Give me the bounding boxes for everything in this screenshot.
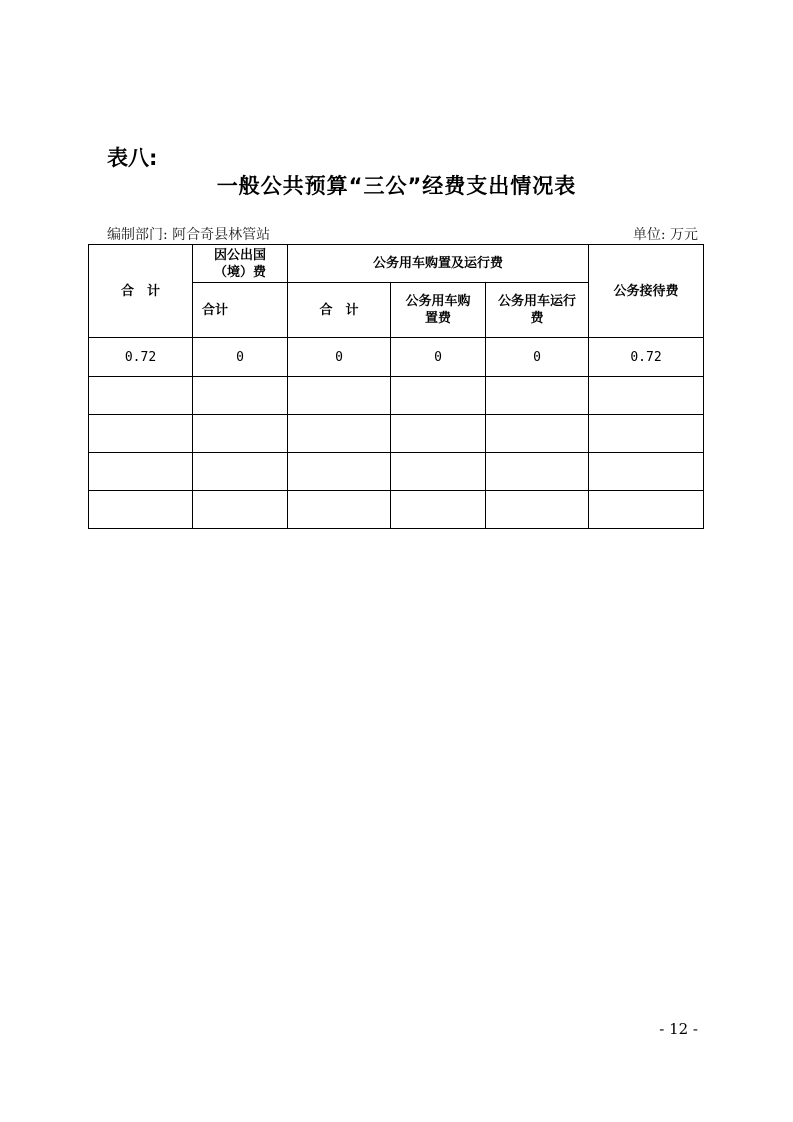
header-vehicle-operation: [486, 283, 589, 338]
cell-vehicle-operation: [486, 415, 589, 453]
header-reception: 公务接待费: [589, 245, 704, 338]
header-vehicle-total: 合 计: [288, 283, 391, 338]
cell-abroad: [193, 453, 288, 491]
header-abroad: [193, 245, 288, 283]
cell-vehicle-operation: [486, 377, 589, 415]
cell-vehicle-total: [288, 415, 391, 453]
header-abroad-text: 因公出国（境）费: [213, 247, 266, 280]
cell-reception: [589, 491, 704, 529]
cell-vehicle-purchase: [391, 491, 486, 529]
table-row: [89, 453, 704, 491]
unit-label: 单位: 万元: [632, 227, 698, 243]
cell-total: 0.72: [89, 338, 193, 377]
table-row: [89, 415, 704, 453]
cell-vehicle-operation: [486, 453, 589, 491]
header-vehicle-purchase-text: 公务用车购置费: [405, 294, 471, 326]
header-total: 合 计: [89, 245, 193, 338]
cell-abroad: 0: [193, 338, 288, 377]
cell-total: [89, 415, 193, 453]
table-label: 表八:: [107, 146, 158, 170]
cell-total: [89, 377, 193, 415]
cell-reception: [589, 415, 704, 453]
cell-vehicle-operation: 0: [486, 338, 589, 377]
page-number: - 12 -: [659, 1020, 698, 1038]
cell-vehicle-purchase: [391, 453, 486, 491]
header-vehicle-purchase: [391, 283, 486, 338]
cell-vehicle-total: [288, 453, 391, 491]
cell-vehicle-total: [288, 377, 391, 415]
table-row: [89, 491, 704, 529]
header-vehicle-operation-text: 公务用车运行费: [497, 294, 576, 326]
cell-vehicle-purchase: [391, 377, 486, 415]
cell-vehicle-operation: [486, 491, 589, 529]
cell-abroad: [193, 491, 288, 529]
cell-reception: [589, 377, 704, 415]
table-row: [89, 338, 704, 377]
cell-reception: 0.72: [589, 338, 704, 377]
cell-total: [89, 453, 193, 491]
cell-reception: [589, 453, 704, 491]
compiling-department: 编制部门: 阿合奇县林管站: [107, 227, 271, 243]
cell-vehicle-purchase: [391, 415, 486, 453]
cell-vehicle-purchase: 0: [391, 338, 486, 377]
header-abroad-total: 合计: [193, 283, 288, 338]
cell-abroad: [193, 377, 288, 415]
cell-abroad: [193, 415, 288, 453]
cell-total: [89, 491, 193, 529]
cell-vehicle-total: [288, 491, 391, 529]
table-row: [89, 377, 704, 415]
three-public-expenses-table: [88, 244, 704, 529]
page-title: 一般公共预算“三公”经费支出情况表: [216, 174, 577, 198]
cell-vehicle-total: 0: [288, 338, 391, 377]
header-vehicle: 公务用车购置及运行费: [288, 245, 589, 283]
